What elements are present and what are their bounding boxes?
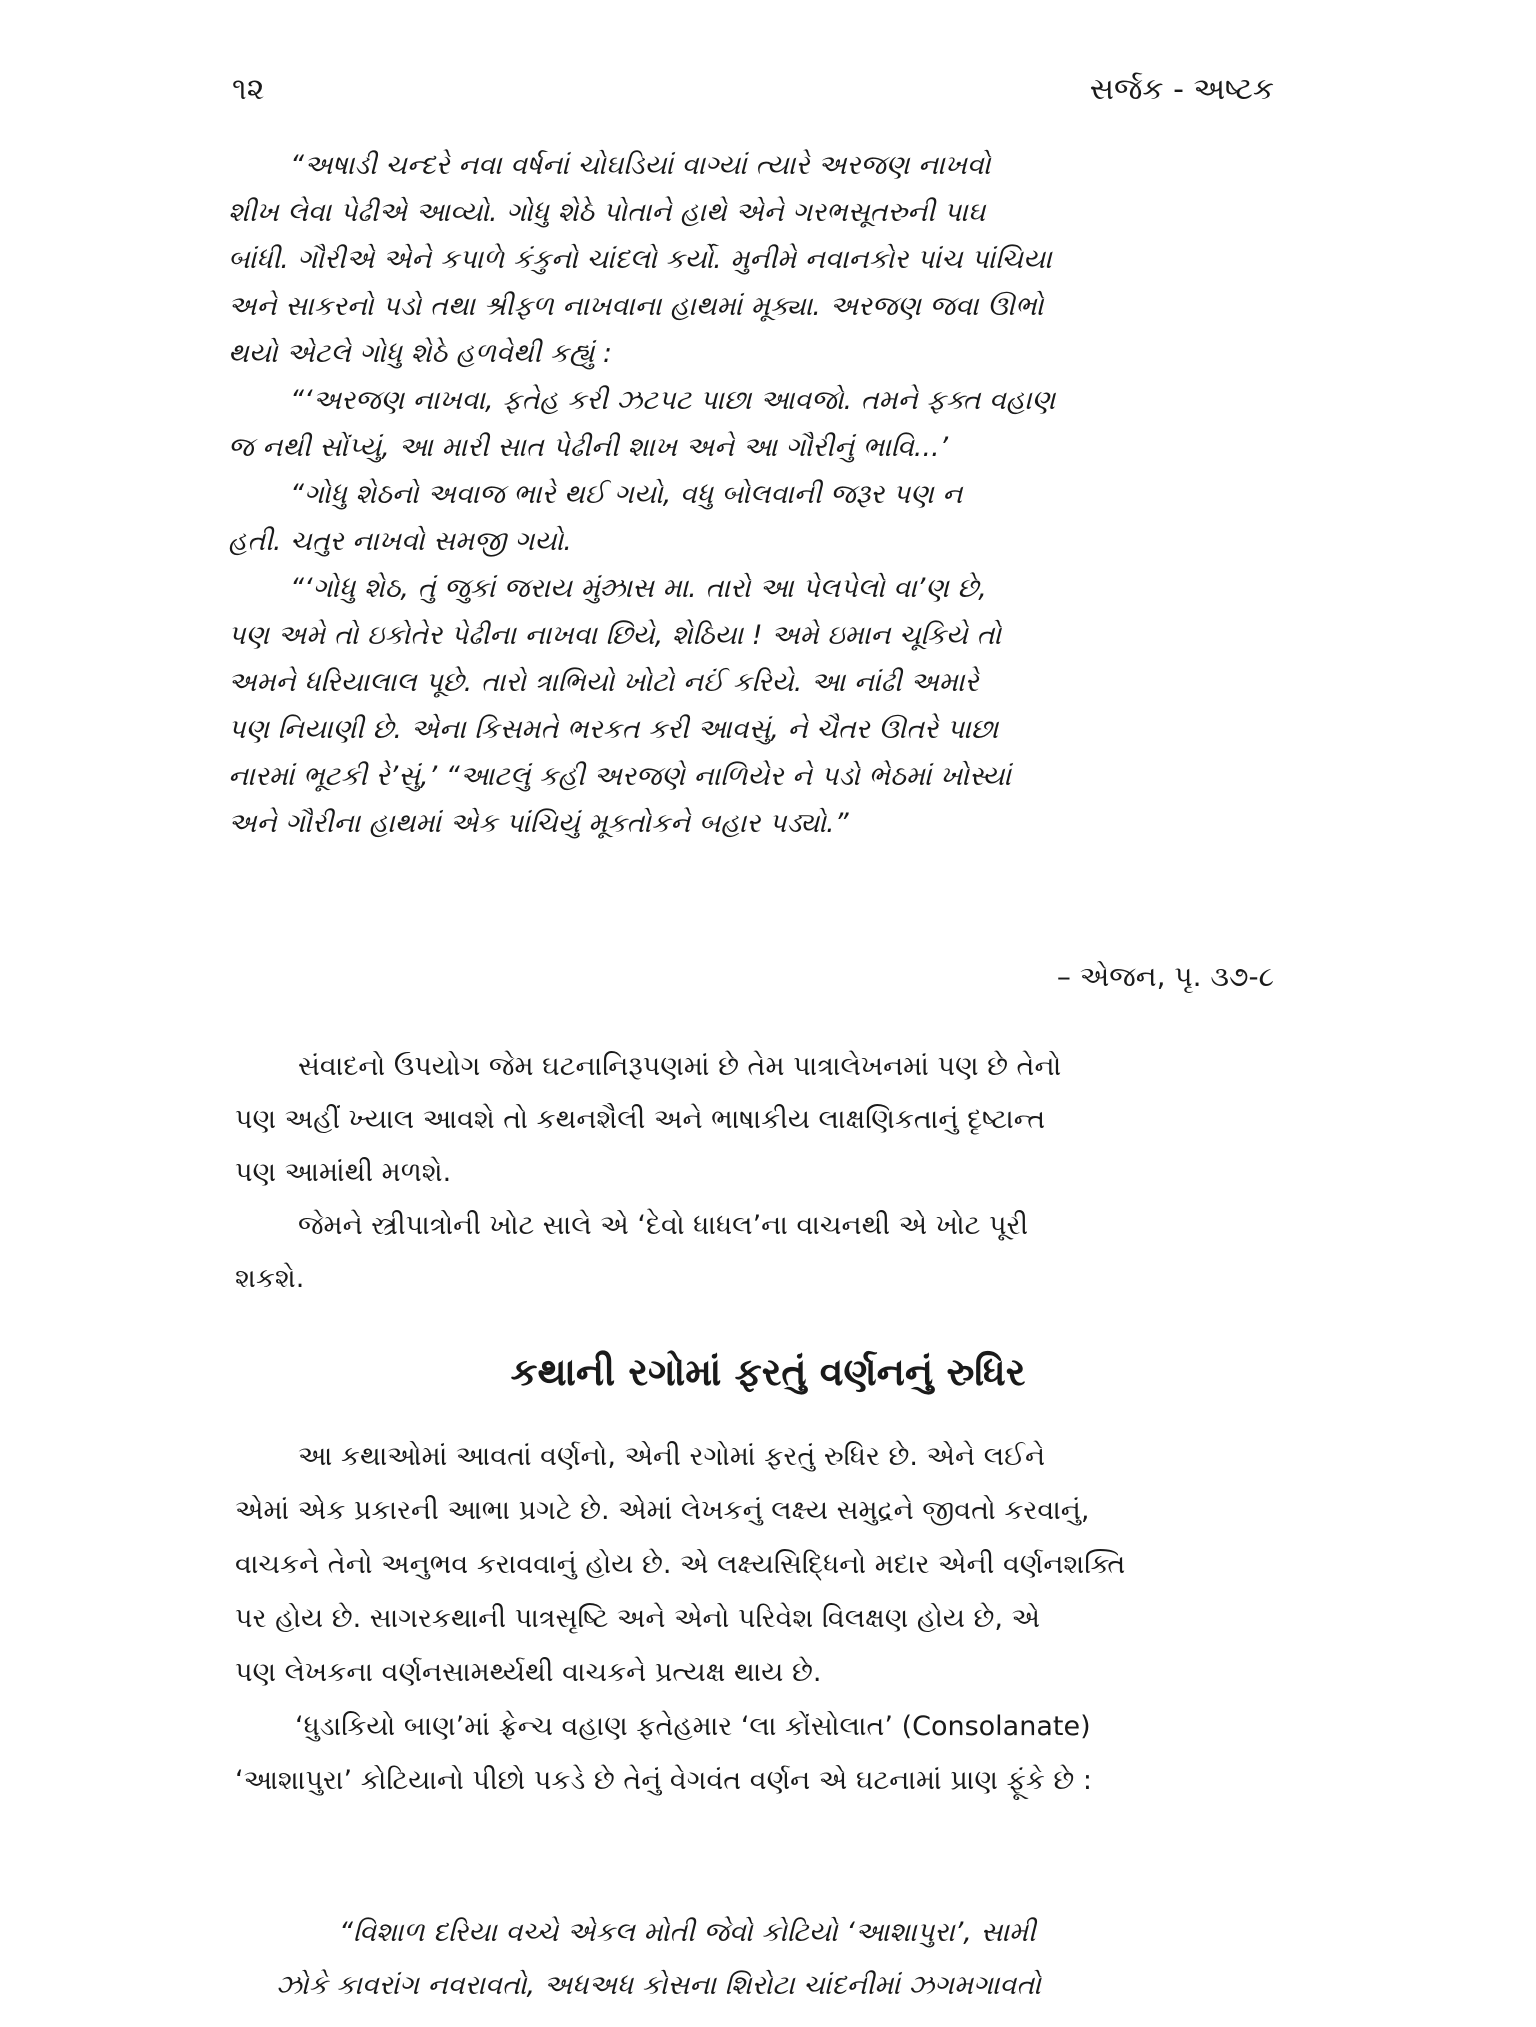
quote-line: જ નથી સોંપ્યું, આ મારી સાત પેઢીની શાખ અને આ ગૌરીનું ભાવિ...’ bbox=[228, 432, 949, 463]
quote-line: પણ અમે તો ઇકોતેર પેઢીના નાખવા છિયે, શેઠિયા ! અમે ઇમાન ચૂકિયે તો bbox=[228, 620, 1002, 651]
paragraph-line: ‘આશાપુરા’ કોટિયાનો પીછો પકડે છે તેનું વેગવંત વર્ણન એ ઘટનામાં પ્રાણ ફૂંકે છે : bbox=[235, 1765, 1092, 1796]
paragraph-line: પણ આમાંથી મળશે. bbox=[235, 1157, 452, 1188]
quoted-passage bbox=[276, 1906, 1236, 2012]
paragraph-line: શકશે. bbox=[235, 1263, 305, 1294]
paragraph-line: પણ લેખકના વર્ણનસામર્થ્યથી વાચકને પ્રત્યક્ષ થાય છે. bbox=[235, 1657, 822, 1688]
quote-line: બાંધી. ગૌરીએ એને કપાળે કંકુનો ચાંદલો કર્યો. મુનીમે નવાનકોર પાંચ પાંચિયા bbox=[228, 244, 1052, 275]
quote-line: ઝોકે કાવરાંગ નવરાવતો, અધઅધ કોસના શિરોટા ચાંદનીમાં ઝગમગાવતો bbox=[276, 1970, 1041, 2001]
quote-line: અમને ધરિયાલાલ પૂછે. તારો ત્રાભિયો ખોટો નઈં કરિયે. આ નાંઢી અમારે bbox=[228, 667, 979, 698]
quote-line: “અષાડી ચન્દરે નવા વર્ષનાં ચોઘડિયાં વાગ્યાં ત્યારે અરજણ નાખવો bbox=[290, 150, 991, 181]
paragraph-line: વાચકને તેનો અનુભવ કરાવવાનું હોય છે. એ લક્ષ્યસિદ્ધિનો મદાર એની વર્ણનશક્તિ bbox=[235, 1549, 1126, 1580]
quote-line: “વિશાળ દરિયા વચ્ચે એકલ મોતી જેવો કોટિયો ‘આશાપુરા’, સામી bbox=[339, 1917, 1036, 1948]
page-number: ૧૨ bbox=[232, 72, 265, 107]
quote-line: અને સાકરનો પડો તથા શ્રીફળ નાખવાના હાથમાં મૂક્યા. અરજણ જવા ઊભો bbox=[228, 291, 1044, 322]
quote-line: શીખ લેવા પેઢીએ આવ્યો. ગોધુ શેઠે પોતાને હાથે એને ગરભસૂતરુની પાઘ bbox=[228, 197, 986, 228]
paragraph-line: એમાં એક પ્રકારની આભા પ્રગટે છે. એમાં લેખકનું લક્ષ્ય સમુદ્રને જીવતો કરવાનું, bbox=[235, 1495, 1090, 1526]
quoted-passage bbox=[228, 142, 1225, 847]
quote-line: અને ગૌરીના હાથમાં એક પાંચિયું મૂકતોકને બહાર પડ્યો.” bbox=[228, 808, 849, 839]
paragraph-line: જેમને સ્ત્રીપાત્રોની ખોટ સાલે એ ‘દેવો ધાધલ’ના વાચનથી એ ખોટ પૂરી bbox=[298, 1210, 1029, 1241]
citation: – એજન, પૃ. ૩૭-૮ bbox=[1056, 960, 1274, 993]
paragraph-line: પણ અહીં ખ્યાલ આવશે તો કથનશૈલી અને ભાષાકીય લાક્ષણિકતાનું દૃષ્ટાન્ત bbox=[235, 1104, 1046, 1135]
quote-line: થયો એટલે ગોધુ શેઠે હળવેથી કહ્યું : bbox=[228, 338, 612, 369]
quote-line: “‘અરજણ નાખવા, ફતેહ કરી ઝટપટ પાછા આવજો. તમને ફક્ત વહાણ bbox=[290, 385, 1056, 416]
paragraph-line: ‘ધુડાકિયો બાણ’માં ફ્રેન્ચ વહાણ ફતેહમાર ‘લા કોંસોલાત’ (Consolanate) bbox=[295, 1711, 1091, 1742]
paragraph-line: આ કથાઓમાં આવતાં વર્ણનો, એની રગોમાં ફરતું રુધિર છે. એને લઈને bbox=[298, 1441, 1046, 1472]
quote-line: હતી. ચતુર નાખવો સમજી ગયો. bbox=[228, 526, 572, 557]
quote-line: પણ નિયાણી છે. એના કિસમતે ભરકત કરી આવસું, ને ચૈતર ઊતરે પાછા bbox=[228, 714, 999, 745]
paragraph bbox=[235, 1430, 1275, 1808]
quote-line: નારમાં ભૂટકી રે’સું,’ “આટલું કહી અરજણે નાળિયેર ને પડો ભેઠમાં ખોસ્યાં bbox=[228, 761, 1012, 792]
paragraph-line: સંવાદનો ઉપયોગ જેમ ઘટનાનિરૂપણમાં છે તેમ પાત્રાલેખનમાં પણ છે તેનો bbox=[298, 1051, 1062, 1082]
quote-line: “‘ગોધુ શેઠ, તું જુકાં જરાય મુંઝ્રાસ મા. તારો આ પેલપેલો વા’ણ છે, bbox=[290, 573, 987, 604]
section-heading: કથાની રગોમાં ફરતું વર્ણનનું રુધિર bbox=[510, 1350, 1026, 1394]
paragraph bbox=[235, 1040, 1275, 1305]
page-header bbox=[232, 72, 1274, 112]
running-title: સર્જક - અષ્ટક bbox=[1089, 72, 1274, 107]
paragraph-line: પર હોય છે. સાગરકથાની પાત્રસૃષ્ટિ અને એનો પરિવેશ વિલક્ષણ હોય છે, એ bbox=[235, 1603, 1041, 1634]
quote-line: “ગોધુ શેઠનો અવાજ ભારે થઈ ગયો, વધુ બોલવાની જરૂર પણ ન bbox=[290, 479, 963, 510]
